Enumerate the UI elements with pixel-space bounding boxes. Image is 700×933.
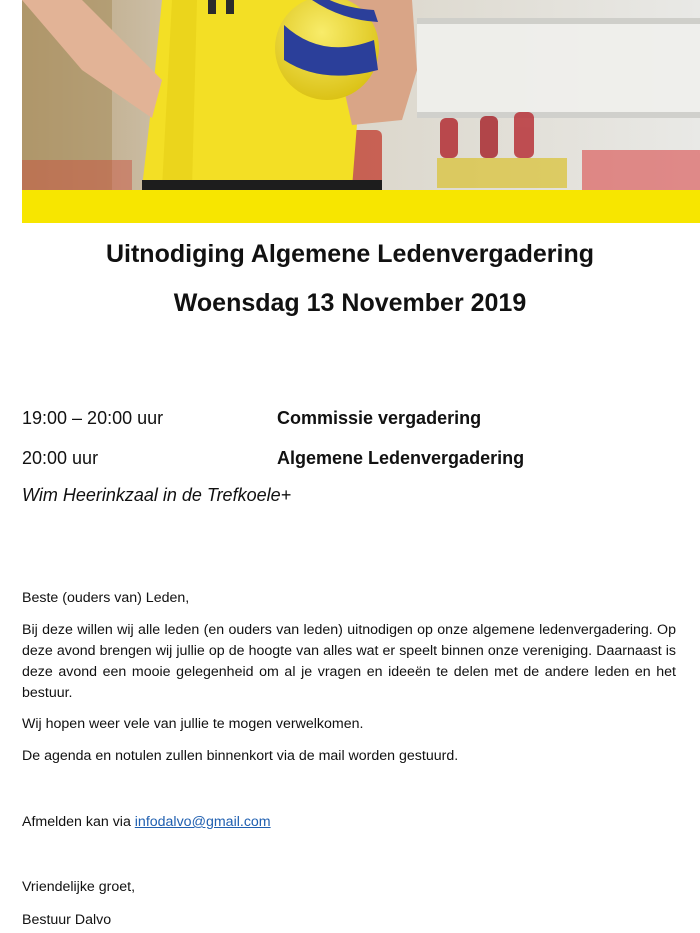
closing-line: Vriendelijke groet, xyxy=(22,879,136,895)
email-link[interactable]: infodalvo@gmail.com xyxy=(134,814,271,830)
schedule-time-2: 20:00 uur xyxy=(22,448,99,468)
meeting-location: Wim Heerinkzaal in de Trefkoele+ xyxy=(22,485,292,505)
schedule-event-1: Commissie vergadering xyxy=(277,408,482,428)
agenda-paragraph: De agenda en notulen zullen binnenkort via de mail worden gestuurd. xyxy=(22,748,459,764)
volleyball-player-photo-icon xyxy=(22,0,700,223)
schedule-time-1: 19:00 – 20:00 uur xyxy=(22,408,164,428)
unsubscribe-line xyxy=(22,812,676,833)
unsubscribe-prefix: Afmelden kan via xyxy=(22,814,135,830)
header-photo xyxy=(22,0,700,223)
welcome-paragraph: Wij hopen weer vele van jullie te mogen verwelkomen. xyxy=(22,716,364,732)
greeting: Beste (ouders van) Leden, xyxy=(22,590,190,606)
signature: Bestuur Dalvo xyxy=(22,912,112,928)
meeting-date: Woensdag 13 November 2019 xyxy=(173,289,527,317)
schedule-event-2: Algemene Ledenvergadering xyxy=(277,448,525,468)
invitation-paragraph: Bij deze willen wij alle leden (en ouders van leden) uitnodigen op onze algemene ledenvergadering. Op deze avond brengen wij jullie op de hoogte van alles wat er speelt binnen onze vereniging. Daarnaast is deze avond een mooie gelegenheid om al je vragen en ideeën te delen met de andere leden en het bestuur. xyxy=(22,622,676,701)
page-title: Uitnodiging Algemene Ledenvergadering xyxy=(105,240,594,268)
